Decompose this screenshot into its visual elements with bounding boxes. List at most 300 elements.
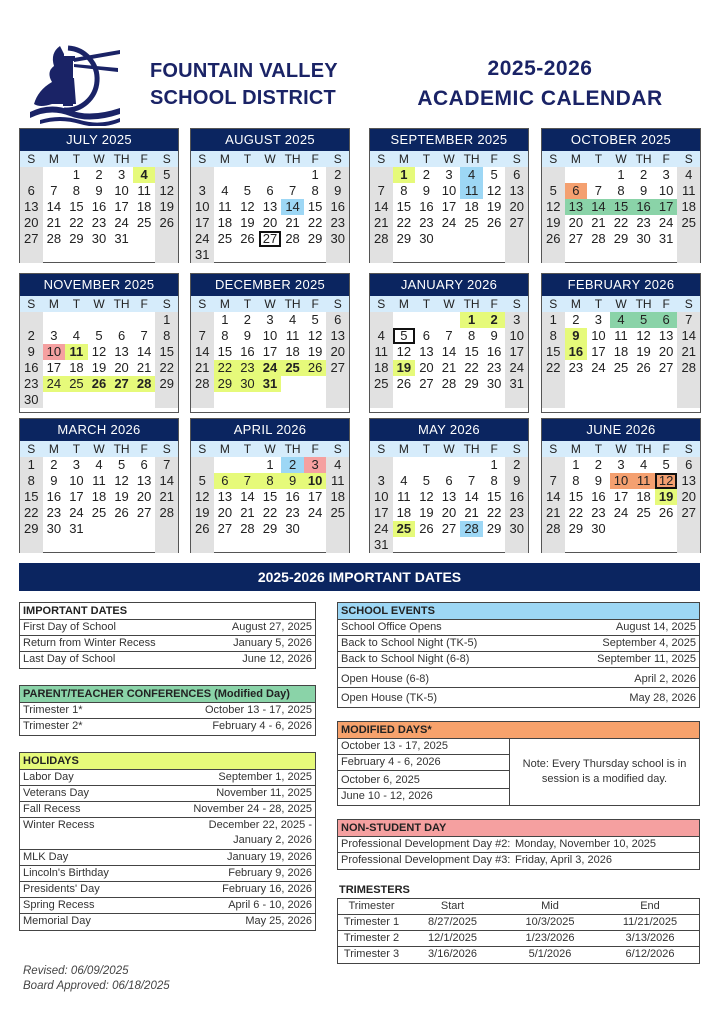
- modified-day-item: June 10 - 12, 2026: [341, 790, 433, 802]
- empty-day: [565, 247, 588, 263]
- empty-day: [677, 231, 700, 247]
- calendar-day: 15: [217, 344, 233, 359]
- weekday-header: [20, 441, 178, 457]
- weekday-label: F: [311, 297, 319, 311]
- calendar-day: 1: [221, 312, 229, 327]
- empty-day: [20, 312, 43, 328]
- row-value: August 27, 2025: [231, 621, 312, 633]
- column-header: Trimester: [348, 900, 395, 912]
- calendar-day: 13: [419, 344, 434, 359]
- row-value: August 14, 2025: [615, 621, 696, 633]
- empty-day: [43, 247, 66, 263]
- calendar-day: 7: [542, 473, 565, 489]
- month-title: JULY 2025: [20, 129, 178, 151]
- calendar-day: 9: [95, 183, 103, 198]
- calendar-day: 2: [95, 167, 103, 182]
- calendar-day: 18: [396, 505, 412, 520]
- calendar-day: 14: [464, 489, 479, 504]
- month-title: OCTOBER 2025: [542, 129, 700, 151]
- empty-day: [632, 376, 655, 392]
- day-grid: [20, 457, 178, 553]
- empty-day: [110, 537, 133, 553]
- calendar-day: 8: [155, 328, 178, 344]
- calendar-day: 15: [69, 199, 84, 214]
- calendar-day: 10: [43, 344, 66, 360]
- empty-day: [677, 537, 700, 553]
- calendar-day: 3: [50, 328, 58, 343]
- calendar-day: 17: [441, 199, 457, 214]
- weekday-label: M: [48, 442, 59, 456]
- calendar-day: 7: [677, 312, 700, 328]
- calendar-day: 11: [65, 344, 88, 360]
- calendar-day: 4: [288, 312, 297, 327]
- weekday-label: T: [72, 152, 81, 166]
- calendar-day: 30: [285, 521, 300, 536]
- column-header: End: [640, 900, 660, 912]
- empty-day: [655, 392, 678, 408]
- calendar-day: 16: [46, 489, 62, 504]
- calendar-day: 7: [236, 473, 259, 489]
- calendar-day: 3: [370, 473, 393, 489]
- calendar-day: 18: [370, 360, 393, 376]
- weekday-label: W: [615, 297, 627, 311]
- calendar-day: 19: [542, 215, 565, 231]
- weekday-label: S: [549, 152, 558, 166]
- empty-day: [304, 376, 327, 392]
- calendar-day: 10: [114, 183, 129, 198]
- school-events-table: [337, 602, 700, 708]
- calendar-day: 10: [69, 473, 84, 488]
- calendar-day: 19: [114, 489, 129, 504]
- table-row: [338, 688, 699, 707]
- empty-day: [632, 537, 655, 553]
- calendar-day: 6: [677, 457, 700, 473]
- calendar-day: 7: [445, 328, 453, 343]
- day-grid: [370, 457, 528, 553]
- empty-day: [191, 457, 214, 473]
- calendar-day: 13: [565, 199, 588, 215]
- empty-day: [370, 457, 393, 473]
- calendar-day: 15: [568, 489, 584, 504]
- month-title: DECEMBER 2025: [191, 274, 349, 296]
- empty-day: [370, 167, 393, 183]
- calendar-day: 27: [326, 360, 349, 376]
- empty-day: [415, 392, 438, 408]
- empty-day: [304, 392, 327, 408]
- weekday-label: TH: [113, 152, 130, 166]
- calendar-day: 2: [572, 312, 580, 327]
- calendar-day: 12: [191, 489, 214, 505]
- calendar-day: 12: [419, 489, 434, 504]
- calendar-day: 27: [259, 231, 282, 247]
- empty-day: [20, 537, 43, 553]
- empty-day: [110, 392, 133, 408]
- weekday-label: S: [198, 152, 207, 166]
- calendar-day: 10: [262, 328, 278, 343]
- calendar-day: 16: [505, 489, 528, 505]
- calendar-day: 25: [636, 505, 651, 520]
- weekday-label: S: [512, 152, 521, 166]
- calendar-day: 28: [370, 231, 393, 247]
- weekday-label: W: [264, 442, 276, 456]
- calendar-day: 17: [46, 360, 62, 375]
- empty-day: [393, 457, 416, 473]
- weekday-label: T: [594, 442, 603, 456]
- empty-day: [43, 392, 66, 408]
- calendar-day: 27: [217, 521, 233, 536]
- row-value: May 28, 2026: [629, 692, 696, 704]
- weekday-label: S: [333, 152, 342, 166]
- weekday-label: M: [219, 442, 230, 456]
- month-calendar: [19, 418, 179, 553]
- calendar-day: 16: [632, 199, 655, 215]
- calendar-day: 9: [50, 473, 58, 488]
- calendar-day: 7: [140, 328, 148, 343]
- calendar-day: 9: [505, 473, 528, 489]
- calendar-day: 23: [505, 505, 528, 521]
- row-label: Labor Day: [23, 771, 74, 783]
- empty-day: [587, 247, 610, 263]
- empty-day: [565, 392, 588, 408]
- empty-day: [65, 312, 88, 328]
- weekday-label: S: [684, 297, 693, 311]
- calendar-day: 4: [400, 473, 408, 488]
- empty-day: [632, 392, 655, 408]
- calendar-day: 25: [65, 376, 88, 392]
- calendar-day: 1: [617, 167, 625, 182]
- calendar-day: 3: [617, 457, 625, 472]
- calendar-day: 17: [655, 199, 678, 215]
- calendar-day: 1: [155, 312, 178, 328]
- calendar-day: 5: [393, 328, 416, 344]
- row-value: February 16, 2026: [222, 883, 312, 895]
- calendar-day: 22: [464, 360, 479, 375]
- row-label: Lincoln's Birthday: [23, 867, 109, 879]
- empty-day: [655, 247, 678, 263]
- table-cell: 12/1/2025: [428, 932, 477, 944]
- calendar-day: 13: [20, 199, 43, 215]
- empty-day: [542, 376, 565, 392]
- calendar-day: 2: [281, 457, 304, 473]
- calendar-day: 29: [396, 231, 412, 246]
- calendar-day: 20: [136, 489, 152, 504]
- empty-day: [587, 537, 610, 553]
- calendar-day: 3: [117, 167, 126, 182]
- empty-day: [155, 392, 178, 408]
- empty-day: [155, 521, 178, 537]
- calendar-day: 15: [464, 344, 479, 359]
- calendar-day: 1: [572, 457, 580, 472]
- calendar-day: 4: [460, 167, 483, 183]
- empty-day: [191, 312, 214, 328]
- empty-day: [505, 247, 528, 263]
- empty-day: [155, 247, 178, 263]
- calendar-day: 12: [486, 183, 502, 198]
- row-label: Back to School Night (6-8): [341, 653, 470, 665]
- district-line-1: FOUNTAIN VALLEY: [150, 60, 338, 82]
- row-label: Trimester 2*: [23, 720, 83, 732]
- calendar-day: 20: [326, 344, 349, 360]
- weekday-header: [370, 441, 528, 457]
- calendar-day: 30: [591, 521, 606, 536]
- calendar-day: 8: [490, 473, 498, 488]
- weekday-label: F: [662, 297, 670, 311]
- modified-day-item: October 6, 2025: [338, 771, 509, 789]
- trimesters-table: [337, 898, 700, 964]
- row-value: April 6 - 10, 2026: [228, 899, 312, 911]
- calendar-day: 29: [214, 376, 237, 392]
- month-calendar: [190, 273, 350, 413]
- calendar-day: 20: [505, 199, 528, 215]
- row-value: [209, 818, 312, 848]
- calendar-day: 19: [486, 199, 502, 214]
- empty-day: [610, 537, 633, 553]
- weekday-label: T: [422, 152, 431, 166]
- weekday-label: F: [490, 442, 498, 456]
- calendar-day: 5: [422, 473, 431, 488]
- modified-days-list: [338, 739, 510, 805]
- table-header: HOLIDAYS: [20, 753, 315, 770]
- calendar-day: 30: [46, 521, 62, 536]
- weekday-label: S: [333, 442, 342, 456]
- month-calendar: [541, 273, 701, 413]
- empty-day: [281, 392, 304, 408]
- calendar-day: 21: [136, 360, 152, 375]
- calendar-day: 26: [486, 215, 502, 230]
- calendar-day: 9: [326, 183, 349, 199]
- table-row: [338, 947, 699, 963]
- calendar-day: 5: [311, 312, 319, 327]
- empty-day: [214, 392, 237, 408]
- calendar-day: 9: [281, 473, 304, 489]
- weekday-label: M: [398, 442, 409, 456]
- empty-day: [483, 392, 506, 408]
- table-cell: 5/1/2026: [528, 948, 572, 960]
- calendar-day: 17: [69, 489, 84, 504]
- calendar-day: 24: [505, 360, 528, 376]
- calendar-day: 7: [191, 328, 214, 344]
- non-student-day-table: [337, 819, 700, 870]
- empty-day: [259, 167, 282, 183]
- empty-day: [88, 247, 111, 263]
- calendar-day: 1: [20, 457, 43, 473]
- calendar-day: 26: [114, 505, 129, 520]
- empty-day: [370, 247, 393, 263]
- calendar-day: 12: [155, 183, 178, 199]
- calendar-day: 8: [542, 328, 565, 344]
- calendar-day: 31: [191, 247, 214, 263]
- weekday-label: F: [662, 152, 670, 166]
- calendar-day: 24: [591, 360, 606, 375]
- weekday-header: [542, 151, 700, 167]
- district-name: [150, 58, 338, 112]
- weekday-label: TH: [635, 442, 652, 456]
- calendar-day: 11: [137, 183, 151, 198]
- empty-day: [326, 376, 349, 392]
- weekday-label: S: [684, 442, 693, 456]
- empty-day: [505, 392, 528, 408]
- calendar-day: 8: [400, 183, 408, 198]
- empty-day: [259, 392, 282, 408]
- row-label: First Day of School: [23, 621, 116, 633]
- empty-day: [542, 457, 565, 473]
- empty-day: [677, 392, 700, 408]
- calendar-day: 9: [20, 344, 43, 360]
- calendar-day: 14: [191, 344, 214, 360]
- empty-day: [677, 521, 700, 537]
- weekday-label: TH: [113, 297, 130, 311]
- calendar-day: 21: [464, 505, 479, 520]
- table-cell: 1/23/2026: [525, 932, 575, 944]
- row-label: Winter Recess: [23, 819, 95, 831]
- row-label: Spring Recess: [23, 899, 95, 911]
- calendar-day: 13: [505, 183, 528, 199]
- weekday-header: [370, 296, 528, 312]
- calendar-day: 31: [505, 376, 528, 392]
- empty-day: [460, 392, 483, 408]
- table-row: [20, 914, 315, 930]
- weekday-label: W: [93, 152, 105, 166]
- calendar-day: 23: [486, 360, 502, 375]
- calendar-day: 2: [594, 457, 603, 472]
- calendar-day: 1: [542, 312, 565, 328]
- calendar-day: 4: [95, 457, 103, 472]
- empty-day: [155, 537, 178, 553]
- calendar-day: 11: [326, 473, 349, 489]
- table-header-row: [338, 899, 699, 915]
- empty-day: [65, 537, 88, 553]
- table-cell: Trimester 1: [343, 916, 400, 928]
- title-year: 2025-2026: [487, 57, 593, 80]
- calendar-day: 8: [259, 473, 282, 489]
- empty-day: [677, 247, 700, 263]
- row-label: School Office Opens: [341, 621, 442, 633]
- empty-day: [542, 537, 565, 553]
- calendar-day: 4: [677, 167, 700, 183]
- table-row: [20, 802, 315, 818]
- table-cell: 3/16/2026: [428, 948, 477, 960]
- calendar-day: 17: [591, 344, 606, 359]
- weekday-label: W: [443, 152, 455, 166]
- calendar-day: 21: [285, 215, 300, 230]
- weekday-label: W: [93, 442, 105, 456]
- calendar-day: 23: [91, 215, 107, 230]
- table-row: [20, 703, 315, 719]
- weekday-label: T: [243, 442, 252, 456]
- calendar-day: 14: [677, 328, 700, 344]
- calendar-day: 4: [133, 167, 156, 183]
- row-value-line-2: January 2, 2026: [233, 834, 312, 846]
- calendar-day: 30: [326, 231, 349, 247]
- calendar-day: 14: [370, 199, 393, 215]
- calendar-day: 28: [542, 521, 565, 537]
- calendar-day: 5: [117, 457, 126, 472]
- board-approved-date: Board Approved: 06/18/2025: [23, 980, 170, 992]
- calendar-day: 16: [326, 199, 349, 215]
- row-label: Professional Development Day #2:: [341, 838, 511, 850]
- empty-day: [281, 167, 304, 183]
- weekday-label: S: [377, 442, 386, 456]
- day-grid: [191, 457, 349, 553]
- empty-day: [133, 392, 156, 408]
- calendar-day: 9: [639, 183, 648, 198]
- calendar-day: 22: [214, 360, 237, 376]
- calendar-day: 31: [259, 376, 282, 392]
- calendar-day: 14: [46, 199, 62, 214]
- empty-day: [236, 167, 259, 183]
- weekday-label: M: [48, 152, 59, 166]
- calendar-day: 18: [636, 489, 651, 504]
- day-grid: [542, 167, 700, 263]
- weekday-label: W: [443, 297, 455, 311]
- weekday-label: W: [93, 297, 105, 311]
- empty-day: [542, 167, 565, 183]
- calendar-day: 20: [262, 215, 278, 230]
- weekday-label: TH: [635, 297, 652, 311]
- calendar-day: 27: [568, 231, 584, 246]
- calendar-day: 21: [677, 344, 700, 360]
- calendar-day: 21: [591, 215, 606, 230]
- calendar-day: 10: [304, 473, 327, 489]
- calendar-day: 8: [311, 183, 319, 198]
- empty-day: [438, 537, 461, 553]
- month-title: APRIL 2026: [191, 419, 349, 441]
- calendar-day: 9: [490, 328, 498, 343]
- calendar-day: 8: [72, 183, 81, 198]
- empty-day: [415, 312, 438, 328]
- calendar-day: 5: [490, 167, 498, 182]
- calendar-day: 21: [370, 215, 393, 231]
- calendar-day: 11: [370, 344, 393, 360]
- calendar-day: 24: [613, 505, 629, 520]
- weekday-header: [20, 151, 178, 167]
- table-row: [20, 898, 315, 914]
- empty-day: [542, 392, 565, 408]
- empty-day: [214, 457, 237, 473]
- calendar-day: 14: [441, 344, 457, 359]
- calendar-day: 23: [20, 376, 43, 392]
- table-row: [338, 620, 699, 636]
- empty-day: [655, 376, 678, 392]
- calendar-day: 17: [370, 505, 393, 521]
- weekday-label: F: [662, 442, 670, 456]
- empty-day: [632, 247, 655, 263]
- day-grid: [191, 167, 349, 263]
- calendar-day: 20: [568, 215, 584, 230]
- calendar-day: 15: [155, 344, 178, 360]
- calendar-day: 16: [486, 344, 502, 359]
- calendar-day: 31: [69, 521, 84, 536]
- weekday-label: S: [333, 297, 342, 311]
- calendar-day: 1: [460, 312, 483, 328]
- table-row: [20, 882, 315, 898]
- weekday-label: T: [422, 442, 431, 456]
- empty-day: [110, 521, 133, 537]
- calendar-day: 18: [285, 344, 300, 359]
- weekday-label: M: [570, 442, 581, 456]
- calendar-day: 28: [133, 376, 156, 392]
- empty-day: [259, 537, 282, 553]
- table-cell: 10/3/2025: [525, 916, 575, 928]
- month-title: NOVEMBER 2025: [20, 274, 178, 296]
- calendar-day: 8: [467, 328, 476, 343]
- lighthouse-logo-icon: [30, 38, 126, 126]
- calendar-day: 19: [636, 344, 651, 359]
- row-value: May 25, 2026: [245, 915, 312, 927]
- weekday-label: S: [377, 152, 386, 166]
- calendar-day: 29: [307, 231, 323, 246]
- weekday-label: TH: [635, 152, 652, 166]
